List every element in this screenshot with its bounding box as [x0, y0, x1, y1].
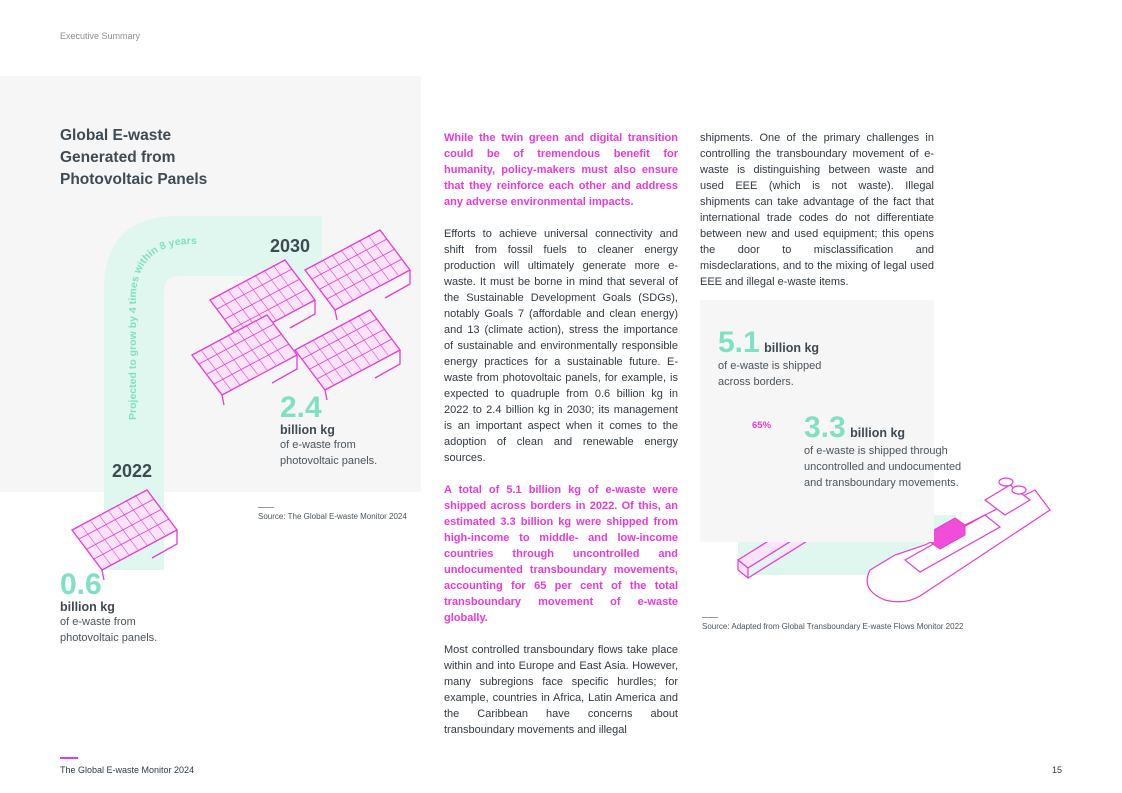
stat-shipped-total — [718, 328, 821, 390]
title-line: Photovoltaic Panels — [60, 171, 208, 188]
section-header: Executive Summary — [60, 31, 141, 41]
stat-desc: of e-waste from — [280, 439, 356, 451]
stat-2022 — [60, 570, 157, 646]
stat-desc: of e-waste is shipped through — [804, 445, 948, 457]
paragraph: shipments. One of the primary challenges in controlling the transboundary movement of e-waste is distinguishing between waste and used EEE (which is not waste). Illegal shipments can take advantage of the fact that international trade codes do not differentiate between new and used equipment; this opens the door to misclassification and misdeclarations, and to the mixing of legal used EEE and illegal e-waste items. — [700, 132, 934, 288]
stat-desc: across borders. — [718, 376, 794, 388]
footer-publication: The Global E-waste Monitor 2024 — [60, 765, 195, 775]
page-number: 15 — [1052, 765, 1063, 775]
stat-desc: of e-waste from — [60, 616, 136, 628]
source-text: Source: The Global E-waste Monitor 2024 — [258, 512, 407, 521]
growth-label: Projected to grow by 4 times within 8 years — [126, 234, 197, 420]
title-line: Generated from — [60, 149, 176, 166]
stat-unit: billion kg — [280, 423, 335, 437]
stat-desc: photovoltaic panels. — [280, 455, 378, 467]
year-2030-label: 2030 — [270, 236, 311, 256]
stat-value: 3.3 — [804, 411, 846, 444]
percent-label: 65% — [752, 420, 772, 431]
source-note — [702, 617, 963, 631]
stat-2030 — [280, 393, 377, 469]
lead-paragraph: While the twin green and digital transition could be of tremendous benefit for humanity, policy-makers must also ensure that they reinforce each other and address any adverse environmental impacts. — [444, 132, 678, 208]
solar-panel-icon — [295, 300, 400, 400]
stat-unit: billion kg — [764, 341, 820, 355]
stat-desc: uncontrolled and undocumented — [804, 461, 962, 473]
stat-shipped-uncontrolled — [804, 413, 961, 491]
year-2022-label: 2022 — [112, 461, 153, 481]
stat-value: 2.4 — [280, 391, 322, 424]
stat-value: 0.6 — [60, 568, 102, 601]
stat-unit: billion kg — [60, 600, 115, 614]
highlight-paragraph: A total of 5.1 billion kg of e-waste were shipped across borders in 2022. Of this, an estimated 3.3 billion kg were shipped from high-income to middle- and low-income countries through uncontrolled and undocumented transboundary movements, accounting for 65 per cent of the total transboundary movement of e-waste globally. — [444, 484, 678, 624]
footer-rule — [60, 757, 78, 759]
stat-unit: billion kg — [850, 426, 906, 440]
paragraph: Most controlled transboundary flows take place within and into Europe and East Asia. However, many subregions face specific hurdles; for example, countries in Africa, Latin America and the Caribbean have concerns about transboundary movements and illegal — [444, 644, 678, 736]
stat-desc: photovoltaic panels. — [60, 632, 158, 644]
source-note — [258, 507, 407, 521]
source-text: Source: Adapted from Global Transboundary E-waste Flows Monitor 2022 — [702, 622, 964, 631]
text-column-1 — [444, 130, 678, 754]
text-column-2 — [700, 130, 934, 306]
stat-value: 5.1 — [718, 326, 760, 359]
title-line: Global E-waste — [60, 127, 172, 144]
paragraph: Efforts to achieve universal connectivity and shift from fossil fuels to cleaner energy production will ultimately generate more e-waste. It must be borne in mind that several of the Sustainable Development Goals (SDGs), notably Goals 7 (affordable and clean energy) and 13 (climate action), stress the importance of sustainable and environmentally responsible energy practices for a sustainable future. E-waste from photovoltaic panels, for example, is expected to quadruple from 0.6 billion kg in 2022 to 2.4 billion kg in 2030; its management is an important aspect when it comes to the adoption of clean and renewable energy sources. — [444, 228, 678, 464]
stat-desc: and transboundary movements. — [804, 477, 959, 489]
stat-desc: of e-waste is shipped — [718, 360, 822, 372]
